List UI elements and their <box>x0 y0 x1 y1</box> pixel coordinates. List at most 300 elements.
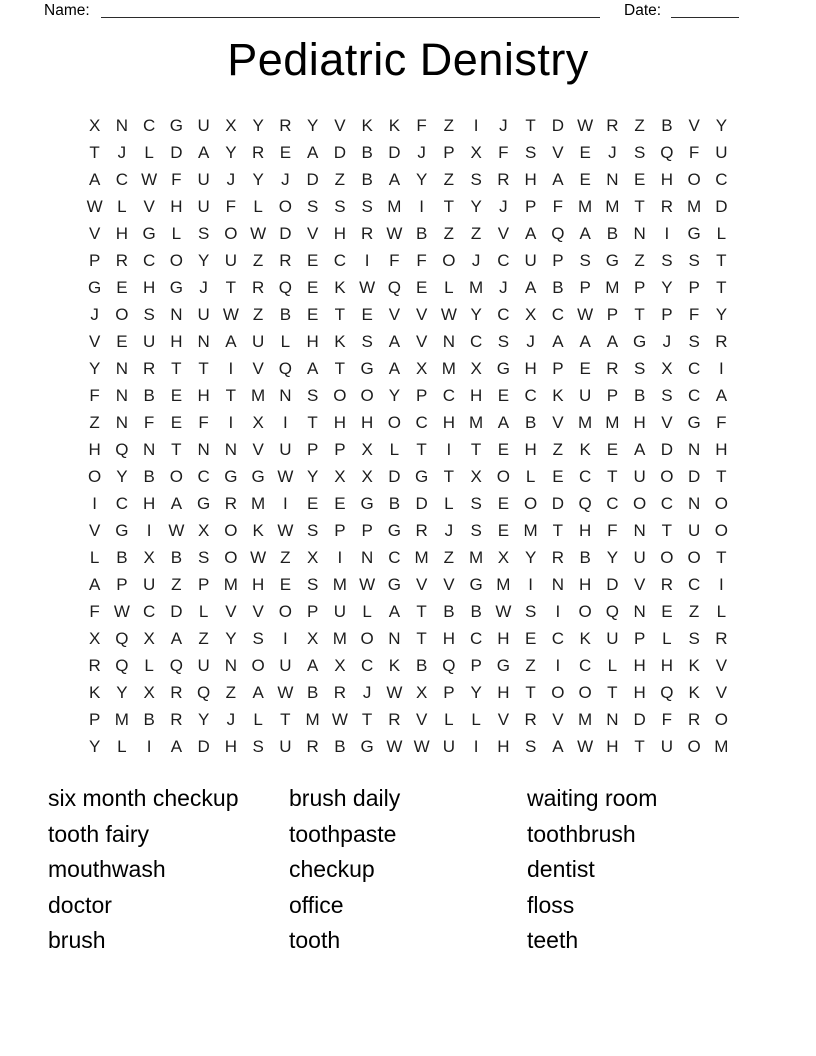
grid-letter: A <box>197 143 210 162</box>
grid-letter: S <box>661 251 673 270</box>
grid-letter: U <box>633 467 646 486</box>
grid-letter: N <box>360 548 374 567</box>
grid-letter: U <box>197 170 210 189</box>
grid-letter: A <box>252 683 264 702</box>
grid-letter: R <box>251 143 265 162</box>
grid-letter: B <box>552 278 564 297</box>
grid-letter: X <box>306 629 319 648</box>
grid-letter: R <box>142 359 156 378</box>
grid-letter: V <box>661 413 673 432</box>
grid-letter: O <box>687 548 701 567</box>
grid-letter: B <box>524 413 537 432</box>
grid-letter: M <box>578 197 593 216</box>
grid-letter: E <box>306 494 319 513</box>
grid-letter: G <box>387 575 401 594</box>
grid-letter: P <box>470 656 482 675</box>
grid-letter: D <box>606 575 619 594</box>
word-list-item: waiting room <box>527 785 658 811</box>
grid-letter: A <box>552 170 564 189</box>
grid-letter: U <box>333 602 347 621</box>
grid-letter: L <box>144 656 154 675</box>
grid-letter: I <box>283 629 288 648</box>
grid-letter: K <box>579 440 591 459</box>
grid-letter: B <box>470 602 482 621</box>
grid-letter: J <box>499 197 508 216</box>
grid-letter: Z <box>634 116 645 135</box>
grid-letter: T <box>443 197 455 216</box>
grid-letter: T <box>634 737 645 756</box>
grid-letter: X <box>143 548 155 567</box>
grid-letter: F <box>661 710 673 729</box>
grid-letter: M <box>605 197 620 216</box>
grid-letter: G <box>687 413 701 432</box>
grid-letter: N <box>115 386 129 405</box>
grid-letter: F <box>416 251 427 270</box>
word-list-column <box>289 781 400 959</box>
grid-letter: H <box>197 386 210 405</box>
grid-letter: C <box>415 413 428 432</box>
grid-letter: H <box>442 413 456 432</box>
grid-letter: G <box>360 737 374 756</box>
grid-letter: M <box>305 710 320 729</box>
grid-letter: E <box>579 170 591 189</box>
grid-letter: Q <box>387 278 401 297</box>
grid-letter: N <box>142 440 156 459</box>
grid-letter: Q <box>551 224 565 243</box>
word-list-item: doctor <box>48 891 112 918</box>
grid-letter: G <box>88 278 102 297</box>
grid-letter: Z <box>280 548 291 567</box>
grid-letter: L <box>171 224 182 243</box>
grid-letter: U <box>142 332 156 351</box>
grid-letter: Z <box>470 224 482 243</box>
grid-letter: Y <box>606 548 619 567</box>
grid-letter: E <box>170 386 183 405</box>
grid-letter: E <box>606 440 619 459</box>
grid-letter: C <box>360 656 374 675</box>
grid-letter: W <box>577 737 594 756</box>
grid-letter: C <box>497 305 510 324</box>
grid-letter: B <box>579 548 591 567</box>
grid-letter: O <box>387 413 401 432</box>
grid-letter: Q <box>278 278 292 297</box>
grid-letter: A <box>497 413 510 432</box>
grid-letter: W <box>250 224 267 243</box>
grid-letter: X <box>361 440 373 459</box>
grid-letter: U <box>251 332 265 351</box>
grid-letter: M <box>687 197 702 216</box>
grid-letter: Z <box>198 629 209 648</box>
grid-letter: O <box>714 494 728 513</box>
grid-letter: E <box>579 143 591 162</box>
grid-letter: H <box>524 440 537 459</box>
grid-letter: K <box>688 656 700 675</box>
grid-letter: O <box>88 467 102 486</box>
grid-letter: T <box>416 629 427 648</box>
grid-letter: T <box>171 440 182 459</box>
grid-letter: S <box>306 386 319 405</box>
grid-letter: E <box>497 386 510 405</box>
grid-letter: R <box>660 575 674 594</box>
grid-letter: C <box>687 359 701 378</box>
word-list-item: dentist <box>527 856 595 883</box>
grid-letter: G <box>496 656 510 675</box>
grid-letter: A <box>306 359 319 378</box>
grid-letter: O <box>578 602 592 621</box>
grid-letter: A <box>552 332 564 351</box>
grid-letter: Y <box>470 305 482 324</box>
grid-letter: O <box>251 656 265 675</box>
grid-letter: G <box>415 467 429 486</box>
grid-letter: E <box>170 413 183 432</box>
grid-letter: C <box>142 251 156 270</box>
grid-letter: O <box>660 467 674 486</box>
grid-letter: I <box>719 359 724 378</box>
grid-letter: S <box>252 737 264 756</box>
grid-letter: V <box>415 575 428 594</box>
grid-letter: S <box>633 359 646 378</box>
grid-letter: J <box>417 143 426 162</box>
grid-letter: A <box>388 602 401 621</box>
grid-letter: B <box>606 224 619 243</box>
grid-letter: B <box>334 737 346 756</box>
grid-letter: H <box>524 170 537 189</box>
grid-letter: U <box>224 251 238 270</box>
grid-letter: W <box>331 710 348 729</box>
grid-letter: E <box>497 440 510 459</box>
grid-letter: R <box>606 359 619 378</box>
grid-letter: F <box>607 521 618 540</box>
grid-letter: I <box>473 737 479 756</box>
word-list-column <box>527 781 657 959</box>
grid-letter: S <box>524 143 537 162</box>
grid-letter: F <box>171 170 182 189</box>
grid-letter: S <box>524 737 537 756</box>
grid-letter: V <box>552 413 564 432</box>
grid-letter: H <box>660 656 674 675</box>
grid-letter: V <box>88 332 101 351</box>
grid-letter: P <box>306 440 319 459</box>
grid-letter: J <box>471 251 481 270</box>
grid-letter: Y <box>225 143 237 162</box>
name-label: Name: <box>44 2 90 19</box>
grid-letter: P <box>334 440 346 459</box>
grid-letter: Y <box>116 467 128 486</box>
grid-letter: X <box>143 683 155 702</box>
grid-letter: J <box>226 710 236 729</box>
grid-letter: B <box>388 494 401 513</box>
grid-letter: U <box>606 629 619 648</box>
grid-letter: P <box>443 683 455 702</box>
grid-letter: O <box>224 224 238 243</box>
grid-letter: H <box>306 332 319 351</box>
grid-letter: B <box>361 143 373 162</box>
grid-letter: M <box>523 521 538 540</box>
grid-letter: R <box>660 197 674 216</box>
grid-letter: E <box>633 170 646 189</box>
grid-letter: P <box>552 251 564 270</box>
grid-letter: N <box>687 440 701 459</box>
grid-letter: O <box>714 710 728 729</box>
grid-letter: O <box>169 251 183 270</box>
grid-letter: B <box>361 170 373 189</box>
grid-letter: M <box>714 737 729 756</box>
grid-letter: Y <box>470 683 482 702</box>
grid-letter: Z <box>443 224 455 243</box>
grid-letter: O <box>360 629 374 648</box>
grid-letter: T <box>443 467 455 486</box>
grid-letter: R <box>333 683 347 702</box>
grid-letter: W <box>168 521 185 540</box>
grid-letter: F <box>89 602 100 621</box>
grid-letter: X <box>470 359 482 378</box>
grid-letter: V <box>715 683 728 702</box>
grid-letter: P <box>633 629 646 648</box>
grid-letter: V <box>252 602 264 621</box>
grid-letter: U <box>442 737 456 756</box>
grid-letter: V <box>225 602 237 621</box>
grid-letter: T <box>716 278 727 297</box>
grid-letter: O <box>333 386 347 405</box>
grid-letter: L <box>117 737 127 756</box>
grid-letter: J <box>526 332 535 351</box>
grid-letter: L <box>444 278 454 297</box>
grid-letter: A <box>388 332 401 351</box>
grid-letter: A <box>579 224 591 243</box>
grid-letter: E <box>116 278 128 297</box>
grid-letter: E <box>524 629 537 648</box>
grid-letter: W <box>141 170 158 189</box>
grid-letter: X <box>88 629 101 648</box>
grid-letter: M <box>578 413 593 432</box>
grid-letter: Z <box>443 548 455 567</box>
grid-letter: U <box>279 440 292 459</box>
grid-letter: P <box>524 197 537 216</box>
grid-letter: V <box>88 521 101 540</box>
grid-letter: C <box>551 305 565 324</box>
grid-letter: A <box>88 170 101 189</box>
grid-letter: C <box>524 386 537 405</box>
grid-letter: D <box>687 467 701 486</box>
grid-letter: N <box>606 170 619 189</box>
grid-letter: N <box>442 332 456 351</box>
grid-letter: U <box>279 656 292 675</box>
grid-letter: D <box>170 602 183 621</box>
grid-letter: N <box>633 224 646 243</box>
word-list-item: checkup <box>289 856 375 883</box>
grid-letter: R <box>251 278 265 297</box>
grid-letter: V <box>552 143 564 162</box>
grid-letter: Y <box>252 170 264 189</box>
grid-letter: T <box>716 467 727 486</box>
grid-letter: U <box>279 737 292 756</box>
grid-letter: C <box>469 629 483 648</box>
grid-letter: T <box>198 359 209 378</box>
grid-letter: O <box>224 521 238 540</box>
grid-letter: T <box>470 440 482 459</box>
grid-letter: A <box>388 170 401 189</box>
grid-letter: C <box>497 251 510 270</box>
grid-letter: R <box>306 737 319 756</box>
grid-letter: W <box>359 575 376 594</box>
grid-letter: R <box>497 170 510 189</box>
grid-letter: P <box>197 575 210 594</box>
grid-letter: B <box>143 386 155 405</box>
grid-letter: Z <box>334 170 346 189</box>
grid-letter: E <box>415 278 428 297</box>
grid-letter: P <box>443 143 455 162</box>
grid-letter: W <box>277 521 294 540</box>
grid-letter: D <box>551 494 565 513</box>
grid-letter: A <box>170 737 183 756</box>
grid-letter: I <box>528 575 533 594</box>
grid-letter: O <box>224 548 238 567</box>
grid-letter: O <box>551 683 565 702</box>
grid-letter: V <box>252 440 264 459</box>
grid-letter: P <box>579 278 591 297</box>
grid-letter: Z <box>252 251 264 270</box>
grid-letter: U <box>197 656 210 675</box>
grid-letter: T <box>716 548 727 567</box>
word-list-item: tooth <box>289 927 341 954</box>
grid-letter: N <box>197 440 210 459</box>
grid-letter: D <box>551 116 565 135</box>
grid-letter: I <box>446 440 452 459</box>
grid-letter: Y <box>88 359 101 378</box>
grid-letter: B <box>143 710 155 729</box>
grid-letter: K <box>252 521 264 540</box>
grid-letter: S <box>470 170 482 189</box>
grid-letter: I <box>364 251 370 270</box>
grid-letter: W <box>386 737 403 756</box>
grid-letter: H <box>606 737 619 756</box>
grid-letter: M <box>387 197 402 216</box>
grid-letter: C <box>606 494 619 513</box>
grid-letter: W <box>277 467 294 486</box>
grid-letter: H <box>497 683 510 702</box>
grid-letter: R <box>115 251 129 270</box>
grid-letter: V <box>334 116 346 135</box>
grid-letter: G <box>197 494 211 513</box>
grid-letter: C <box>578 467 592 486</box>
grid-letter: J <box>90 305 99 324</box>
grid-letter: H <box>578 521 592 540</box>
grid-letter: Z <box>252 305 264 324</box>
grid-letter: M <box>251 494 266 513</box>
grid-letter: S <box>197 224 210 243</box>
grid-letter: T <box>634 197 645 216</box>
grid-letter: G <box>169 116 183 135</box>
grid-letter: W <box>113 602 130 621</box>
word-list-item: toothbrush <box>527 820 636 847</box>
grid-letter: T <box>334 305 346 324</box>
grid-letter: P <box>88 251 101 270</box>
name-blank-line <box>101 1 600 18</box>
grid-letter: J <box>281 170 290 189</box>
grid-letter: H <box>633 683 646 702</box>
grid-letter: Q <box>115 656 129 675</box>
grid-letter: B <box>415 224 428 243</box>
grid-letter: W <box>222 305 239 324</box>
grid-letter: N <box>170 305 183 324</box>
grid-letter: C <box>469 332 483 351</box>
grid-letter: I <box>283 494 288 513</box>
grid-letter: E <box>306 278 319 297</box>
grid-letter: C <box>687 386 701 405</box>
grid-letter: V <box>497 710 510 729</box>
grid-letter: C <box>442 386 456 405</box>
grid-letter: G <box>387 521 401 540</box>
grid-letter: X <box>143 629 155 648</box>
grid-letter: G <box>469 575 483 594</box>
grid-letter: S <box>688 251 700 270</box>
grid-letter: P <box>633 278 646 297</box>
grid-letter: T <box>171 359 182 378</box>
grid-letter: N <box>551 575 565 594</box>
grid-letter: M <box>251 386 266 405</box>
grid-letter: H <box>333 224 347 243</box>
grid-letter: K <box>334 332 346 351</box>
grid-letter: C <box>197 467 210 486</box>
grid-letter: D <box>415 494 428 513</box>
grid-letter: Q <box>605 602 619 621</box>
grid-letter: L <box>280 332 291 351</box>
grid-letter: U <box>197 116 210 135</box>
word-list-item: teeth <box>527 927 579 954</box>
grid-letter: P <box>116 575 128 594</box>
grid-letter: X <box>470 467 482 486</box>
grid-letter: P <box>606 305 619 324</box>
grid-letter: S <box>197 548 210 567</box>
grid-letter: R <box>388 710 401 729</box>
grid-letter: I <box>555 656 561 675</box>
grid-letter: M <box>469 548 484 567</box>
grid-letter: R <box>687 710 701 729</box>
grid-letter: L <box>471 710 481 729</box>
grid-letter: V <box>633 575 646 594</box>
grid-letter: Q <box>115 440 129 459</box>
grid-letter: X <box>415 683 428 702</box>
grid-letter: Q <box>660 143 674 162</box>
page-title: Pediatric Denistry <box>227 34 589 85</box>
grid-letter: S <box>688 332 700 351</box>
grid-letter: X <box>197 521 210 540</box>
grid-letter: K <box>688 683 700 702</box>
grid-letter: O <box>115 305 129 324</box>
grid-letter: F <box>416 116 427 135</box>
grid-letter: A <box>552 737 564 756</box>
grid-letter: J <box>608 143 617 162</box>
grid-letter: G <box>360 359 374 378</box>
grid-letter: S <box>143 305 155 324</box>
grid-letter: W <box>86 197 103 216</box>
grid-letter: R <box>360 224 374 243</box>
grid-letter: Z <box>688 602 700 621</box>
grid-letter: Z <box>89 413 100 432</box>
grid-letter: L <box>607 656 618 675</box>
grid-letter: U <box>524 251 537 270</box>
grid-letter: Z <box>634 251 645 270</box>
grid-letter: T <box>607 683 618 702</box>
grid-letter: Y <box>197 251 210 270</box>
grid-letter: L <box>525 467 536 486</box>
word-list-item: brush <box>48 927 106 954</box>
grid-letter: F <box>225 197 237 216</box>
grid-letter: P <box>552 359 564 378</box>
grid-letter: R <box>170 710 183 729</box>
grid-letter: G <box>251 467 265 486</box>
grid-letter: X <box>361 467 373 486</box>
